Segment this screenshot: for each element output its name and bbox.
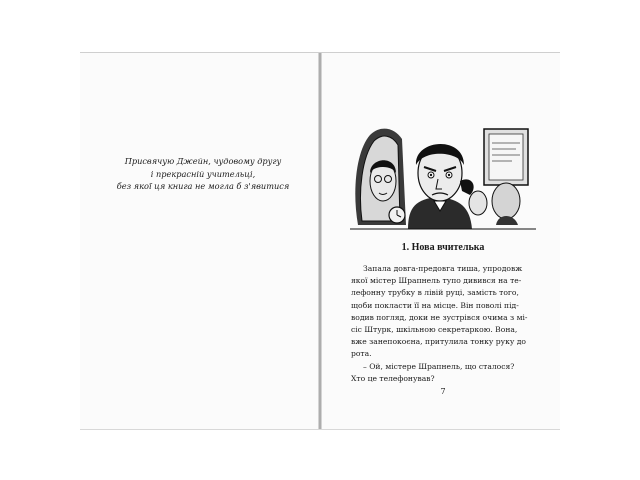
text-line: лефонну трубку в лівій руці, замість того, xyxy=(351,288,519,298)
dedication-line: Присвячую Джейн, чудовому другу xyxy=(124,156,282,166)
text-line: Хто це телефонував? xyxy=(351,373,435,383)
page-number: 7 xyxy=(440,387,446,396)
text-line: – Ой, містере Шрапнель, що сталося? xyxy=(363,361,515,371)
text-line: рота. xyxy=(351,349,372,359)
left-page xyxy=(80,53,320,429)
dedication xyxy=(108,155,298,193)
text-line: Запала довга-предовга тиша, упродовж xyxy=(363,264,523,273)
dedication-line: без якої ця книга не могла б з'явитися xyxy=(116,181,290,191)
open-book-spread xyxy=(80,52,560,430)
right-page xyxy=(320,53,560,429)
chapter-title: 1. Нова вчителька xyxy=(401,242,485,253)
chapter-body xyxy=(351,263,533,385)
text-line: водив погляд, доки не зустрівся очима з мі- xyxy=(351,312,528,322)
chapter-illustration xyxy=(350,121,536,233)
text-line: сіс Штурк, шкільною секретаркою. Вона, xyxy=(351,325,518,335)
text-line: якої містер Шрапнель тупо дивився на те- xyxy=(351,276,522,286)
text-line: щоби покласти її на місце. Він поволі під- xyxy=(351,300,519,310)
book-spine xyxy=(318,53,322,429)
dedication-line: і прекрасній учительці, xyxy=(150,168,256,179)
text-line: вже занепокоєна, притулила тонку руку до xyxy=(351,337,526,347)
